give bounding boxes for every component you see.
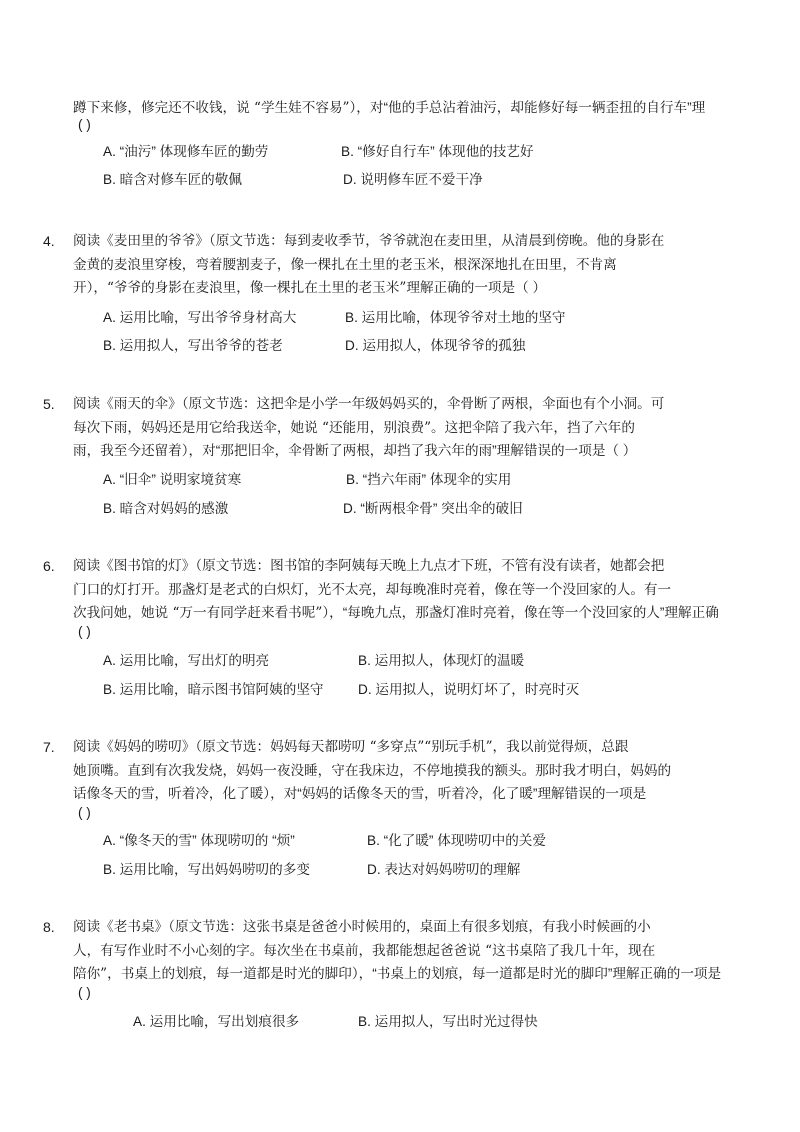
stem-segment: 阅读《老书桌》（原文节: [73, 919, 216, 934]
stem-segment: 话像冬天的雪，听着冷，化了暖）: [73, 786, 271, 802]
stem-segment: 每次下雨，妈妈还是用它给我送伞，她说 “还能用，别浪费”。这把伞陪了我六年，挡了六年的: [73, 420, 635, 436]
q7-option-a[interactable]: A. “像冬天的雪” 体现唠叨的 “烦”: [103, 833, 295, 848]
q6-stem-line: [73, 578, 671, 602]
q7-stem-line: [73, 759, 671, 783]
stem-segment: 门口的灯打开。那盏灯是老式的白炽灯，光不太亮，却每晚准时亮着，像在等一个没回家的人。有一: [73, 582, 672, 598]
q3-answer-paren: ( ): [78, 117, 91, 132]
q7-stem-line: [73, 782, 646, 806]
stem-segment: 阅读《麦田里的爷爷》（原文节: [73, 233, 257, 248]
q7-option-b[interactable]: B. “化了暖” 体现唠叨中的关爱: [367, 833, 546, 848]
stem-segment: 阅读《妈妈的唠叨》（原文节: [73, 739, 243, 754]
q4-option-b[interactable]: B. 运用比喻，体现爷爷对土地的坚守: [345, 310, 566, 325]
q7-option-d[interactable]: D. 表达对妈妈唠叨的理解: [367, 862, 521, 877]
stem-segment: 理解正确的一项是（ ）: [406, 280, 547, 295]
q7-stem-line: [73, 735, 628, 759]
stem-segment: ，“每晚九点，那盏灯准时亮着，像在等一个没回家的人”理解正确: [329, 605, 719, 620]
q8-stem-line: [73, 962, 721, 986]
stem-segment: 蹲下来修，修完还不收钱，说 “学生娃不容易”）: [73, 100, 357, 116]
q5-option-c[interactable]: B. 暗含对妈妈的感激: [103, 501, 229, 516]
q5-stem-line: [73, 392, 664, 416]
stem-segment: 开），“爷爷的身影在麦浪里，像一棵扎在土里的老玉米”: [73, 280, 407, 296]
q4-stem-line: [73, 229, 664, 253]
stem-segment: 选：这张书桌是爸爸小时候用的，桌面上有很多划痕，有我小时候画的小: [215, 919, 651, 935]
q4-option-d[interactable]: D. 运用拟人，体现爷爷的孤独: [345, 338, 526, 353]
q8-option-b[interactable]: B. 运用拟人，写出时光过得快: [358, 1014, 538, 1029]
q7-number: 7.: [43, 739, 55, 755]
stem-segment: ，“书桌上的划痕，每一道都是时光的脚印”理解正确的一项是: [358, 966, 722, 981]
stem-segment: ，对“他的手总沾着油污，却能修好每一辆歪扭的自行车”理: [356, 100, 706, 115]
stem-segment: 选：每到麦收季节，爷爷就泡在麦田里，从清晨到傍晚。他的身影在: [256, 233, 665, 249]
q6-answer-paren: ( ): [78, 624, 91, 639]
q6-stem-line: [73, 554, 664, 578]
q8-number: 8.: [43, 919, 55, 935]
q3-option-b[interactable]: B. “修好自行车” 体现他的技艺好: [341, 144, 534, 159]
q8-answer-paren: ( ): [78, 985, 91, 1000]
stem-segment: 人，有写作业时不小心刻的字。每次坐在书桌前，我都能想起爸爸说 “这书桌陪了我几十年，现在: [73, 943, 656, 959]
stem-segment: 选：图书馆的李阿姨每天晚上九点才下班，不管有没有读者，她都会把: [242, 558, 665, 574]
stem-segment: 她顶嘴。直到有次我发烧，妈妈一夜没睡，守在我床边，不停地摸我的额头。那时我才明白，妈妈的: [73, 763, 672, 779]
stem-segment: 陪你”，书桌上的划痕，每一道都是时光的脚印）: [73, 966, 359, 982]
stem-segment: ，对“那把旧伞，伞骨断了两根，却挡了我六年的雨”理解错误的一项是（ ）: [188, 443, 637, 458]
q8-stem-line: [73, 915, 651, 939]
stem-segment: 雨，我至今还留着）: [73, 443, 189, 459]
q6-stem-line: [73, 601, 719, 625]
q5-number: 5.: [43, 396, 55, 412]
stem-segment: 阅读《雨天的伞》（原文节: [73, 396, 230, 411]
stem-segment: 选：妈妈每天都唠叨 “多穿点”“别玩手机”，我以前觉得烦，总跟: [242, 739, 629, 755]
q5-option-a[interactable]: A. “旧伞” 说明家境贫寒: [103, 472, 242, 487]
stem-segment: ，对“妈妈的话像冬天的雪，听着冷，化了暖”理解错误的一项是: [270, 786, 647, 801]
stem-segment: 选：这把伞是小学一年级妈妈买的，伞骨断了两根，伞面也有个小洞。可: [229, 396, 665, 412]
q5-stem-line: [73, 439, 636, 463]
q6-option-a[interactable]: A. 运用比喻，写出灯的明亮: [103, 653, 270, 668]
q5-option-b[interactable]: B. “挡六年雨” 体现伞的实用: [346, 472, 512, 487]
q6-number: 6.: [43, 558, 55, 574]
q5-stem-line: [73, 416, 635, 440]
q3-option-a[interactable]: A. “油污” 体现修车匠的勤劳: [103, 144, 269, 159]
q8-stem-line: [73, 939, 655, 963]
q6-option-d[interactable]: D. 运用拟人，说明灯坏了，时亮时灭: [358, 682, 580, 697]
q4-stem-line: [73, 253, 617, 277]
q7-option-c[interactable]: B. 运用比喻，写出妈妈唠叨的多变: [103, 862, 310, 877]
q6-option-b[interactable]: B. 运用拟人，体现灯的温暖: [358, 653, 525, 668]
q7-answer-paren: ( ): [78, 805, 91, 820]
stem-segment: 次我问她，她说 “万一有同学赶来看书呢”）: [73, 605, 330, 621]
q8-option-a[interactable]: A. 运用比喻，写出划痕很多: [133, 1014, 300, 1029]
q4-option-a[interactable]: A. 运用比喻，写出爷爷身材高大: [103, 310, 297, 325]
q4-option-c[interactable]: B. 运用拟人，写出爷爷的苍老: [103, 338, 283, 353]
q4-stem-line: [73, 276, 546, 300]
q3-option-c[interactable]: B. 暗含对修车匠的敬佩: [103, 172, 242, 187]
q4-number: 4.: [43, 233, 55, 249]
q6-option-c[interactable]: B. 运用比喻，暗示图书馆阿姨的坚守: [103, 682, 324, 697]
q3-option-d[interactable]: D. 说明修车匠不爱干净: [343, 172, 483, 187]
q5-option-d[interactable]: D. “断两根伞骨” 突出伞的破旧: [343, 501, 523, 516]
stem-segment: 阅读《图书馆的灯》（原文节: [73, 558, 243, 573]
q3-stem-line: [73, 96, 705, 120]
stem-segment: 金黄的麦浪里穿梭，弯着腰割麦子，像一棵扎在土里的老玉米，根深深地扎在田里，不肯离: [73, 257, 617, 273]
